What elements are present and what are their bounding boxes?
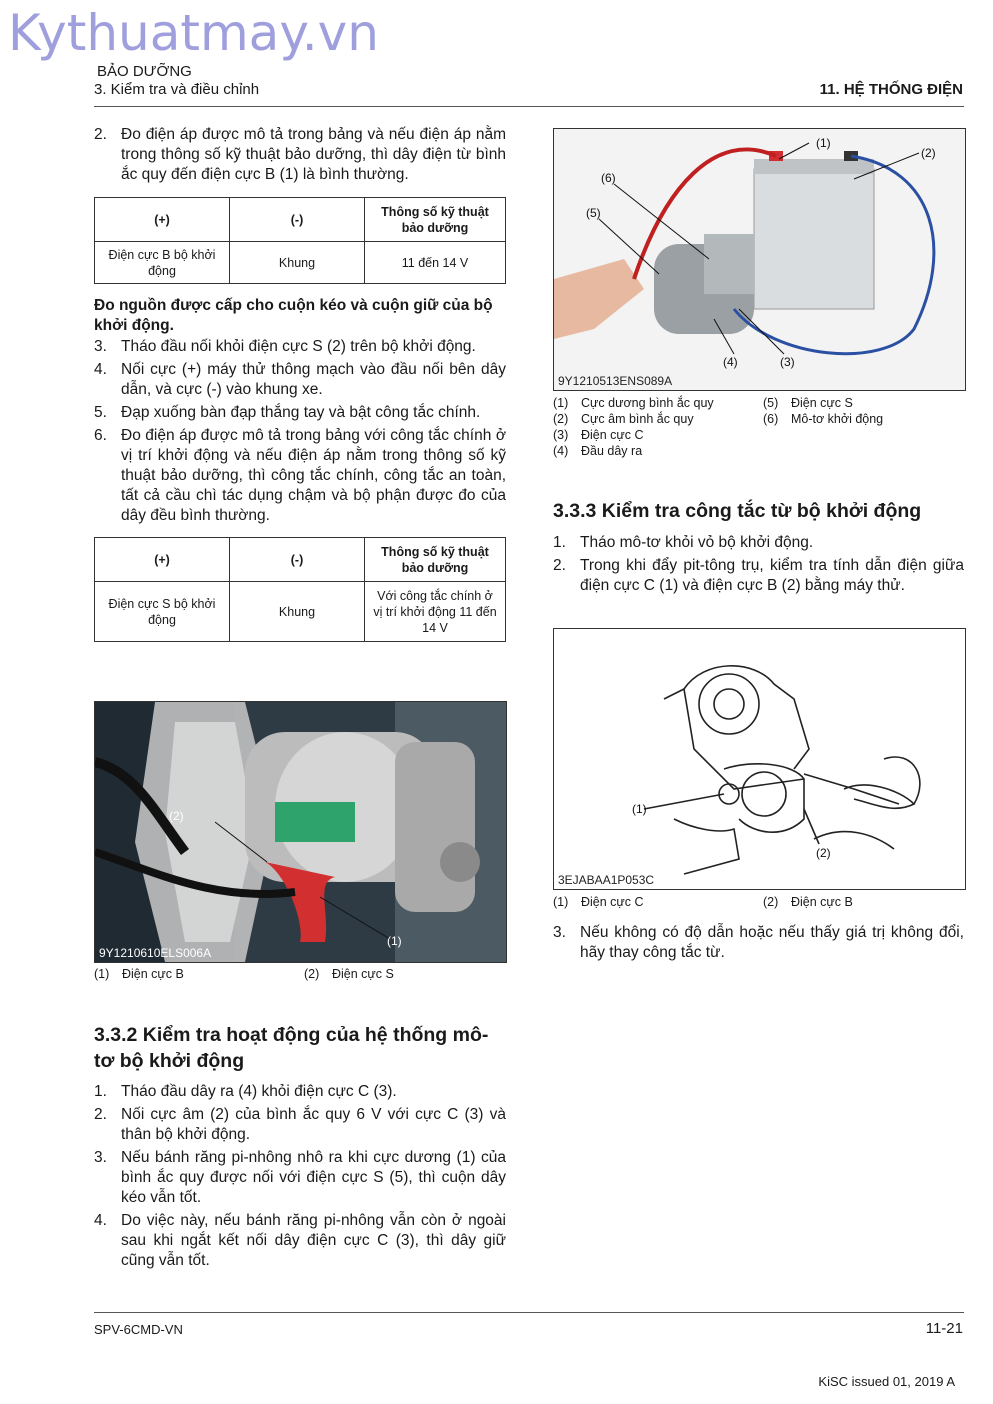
section-heading-333: 3.3.3 Kiểm tra công tắc từ bộ khởi động (553, 500, 922, 522)
caption-number: (2) (553, 412, 569, 426)
caption-number: (1) (553, 895, 569, 909)
step-text: Trong khi đẩy pit-tông trụ, kiểm tra tính dẫn điện giữa điện cực C (1) và điện cực B (2) bằng máy thử. (580, 557, 964, 594)
callout-2: (2) (921, 146, 936, 160)
left-column (94, 125, 506, 642)
step-number: 3. (94, 1149, 107, 1166)
step-text: Nếu bánh răng pi-nhông nhô ra khi cực dương (1) của bình ắc quy được nối với điện cực S (5), thì cuộn dây kéo vẫn tốt. (121, 1149, 506, 1206)
step-text: Tháo đầu nối khỏi điện cực S (2) trên bộ khởi động. (121, 338, 476, 355)
caption-item (763, 395, 883, 411)
caption-column-left (553, 395, 763, 459)
step-number: 5. (94, 404, 107, 421)
caption-item (553, 427, 763, 443)
caption-number: (1) (553, 396, 569, 410)
step-3 (553, 923, 964, 963)
table-header: (+) (95, 538, 230, 582)
step-number: 2. (94, 1106, 107, 1123)
step-number: 3. (553, 924, 566, 941)
step-5 (94, 403, 506, 423)
step-number: 4. (94, 361, 107, 378)
step-3 (94, 1148, 506, 1208)
caption-text: Điện cực S (791, 396, 853, 410)
step-1 (94, 1082, 506, 1102)
table-cell: Điện cực B bộ khởi động (95, 242, 230, 284)
photo-starter-bench-test (553, 128, 966, 391)
spec-table-b (94, 197, 506, 284)
step-text: Do việc này, nếu bánh răng pi-nhông vẫn còn ở ngoài sau khi ngắt kết nối dây điện cực C (3), thì dây giữ cũng vẫn tốt. (121, 1212, 506, 1269)
table-header: Thông số kỹ thuật bảo dưỡng (365, 198, 506, 242)
caption-number: (1) (94, 967, 110, 981)
caption-number: (2) (763, 895, 779, 909)
caption-item (763, 411, 883, 427)
step-text: Nối cực (+) máy thử thông mạch vào đầu nối bên dây dẫn, và cực (-) vào khung xe. (121, 361, 506, 398)
callout-2: (2) (816, 846, 831, 860)
step-3 (94, 337, 506, 357)
caption-item (94, 966, 304, 982)
drawing-captions (553, 894, 965, 910)
caption-text: Mô-tơ khởi động (791, 412, 884, 426)
caption-item (553, 894, 763, 910)
caption-item (553, 411, 763, 427)
step-3-right (553, 923, 964, 963)
caption-text: Điện cực B (122, 967, 184, 981)
caption-item (304, 966, 394, 982)
step-4 (94, 1211, 506, 1271)
step-number: 4. (94, 1212, 107, 1229)
step-text: Đạp xuống bàn đạp thắng tay và bật công tắc chính. (121, 404, 481, 421)
table-cell: Khung (230, 242, 365, 284)
step-number: 2. (553, 557, 566, 574)
drawing-magnetic-switch (553, 628, 966, 890)
step-2 (553, 556, 964, 596)
steps-list-c (553, 533, 964, 596)
callout-5: (5) (586, 206, 601, 220)
footer-doc-code: SPV-6CMD-VN (94, 1322, 183, 1337)
step-2 (94, 1105, 506, 1145)
table-header: (+) (95, 198, 230, 242)
step-number: 3. (94, 338, 107, 355)
footer-page-number: 11-21 (925, 1320, 963, 1337)
caption-number: (3) (553, 428, 569, 442)
caption-number: (2) (304, 967, 320, 981)
header-section: BẢO DƯỠNG (97, 63, 192, 80)
steps-list-a (94, 337, 506, 526)
spec-table-s (94, 537, 506, 642)
step-text: Nối cực âm (2) của bình ắc quy 6 V với cực C (3) và thân bộ khởi động. (121, 1106, 506, 1143)
step-text: Đo điện áp được mô tả trong bảng với công tắc chính ở vị trí khởi động và nếu điện áp nằm trong thông số kỹ thuật bảo dưỡng, thì công tắc chính, công tắc an toàn, tất cả cầu chì tác dụng chậm và bộ phận được đo của dây đều bình thường. (121, 427, 506, 524)
starter-engine-illustration (95, 702, 506, 962)
step-2 (94, 125, 506, 185)
photo-id: 9Y1210610ELS006A (99, 946, 212, 960)
caption-text: Điện cực C (581, 428, 644, 442)
caption-item (553, 395, 763, 411)
caption-text: Điện cực B (791, 895, 853, 909)
step-4 (94, 360, 506, 400)
callout-1: (1) (816, 136, 831, 150)
step-text: Đo điện áp được mô tả trong bảng và nếu điện áp nằm trong thông số kỹ thuật bảo dưỡng, thì dây điện từ bình ắc quy đến điện cực B (1) là bình thường. (121, 126, 506, 183)
step-text: Nếu không có độ dẫn hoặc nếu thấy giá trị không đổi, hãy thay công tắc từ. (580, 924, 964, 961)
step-text: Tháo đầu dây ra (4) khỏi điện cực C (3). (121, 1083, 397, 1100)
table-cell: Với công tắc chính ở vị trí khởi động 11 đến 14 V (365, 582, 506, 642)
caption-text: Đầu dây ra (581, 444, 643, 458)
caption-column-right (763, 395, 883, 459)
photo1-captions (94, 966, 506, 982)
callout-1: (1) (632, 802, 647, 816)
caption-text: Cực âm bình ắc quy (581, 412, 694, 426)
footer-issue: KiSC issued 01, 2019 A (818, 1374, 955, 1389)
drawing-id: 3EJABAA1P053C (558, 873, 655, 887)
header-rule (94, 106, 964, 107)
callout-6: (6) (601, 171, 616, 185)
photo2-captions (553, 395, 965, 459)
caption-item (763, 894, 853, 910)
table-cell: Khung (230, 582, 365, 642)
step-text: Tháo mô-tơ khỏi vỏ bộ khởi động. (580, 534, 814, 551)
section-heading-332: 3.3.2 Kiểm tra hoạt động của hệ thống mô-tơ bộ khởi động (94, 1024, 489, 1072)
magnetic-switch-line-drawing (554, 629, 965, 889)
header-chapter: 11. HỆ THỐNG ĐIỆN (819, 81, 963, 98)
table-cell: Điện cực S bộ khởi động (95, 582, 230, 642)
battery-starter-illustration (554, 129, 965, 390)
table-header: (-) (230, 198, 365, 242)
callout-3: (3) (780, 355, 795, 369)
footer-rule (94, 1312, 964, 1313)
callout-2: (2) (169, 809, 184, 823)
watermark-logo: Kythuatmay.vn (8, 4, 379, 62)
step-1 (553, 533, 964, 553)
step-number: 1. (553, 534, 566, 551)
steps-list-b (94, 1082, 506, 1271)
photo-id: 9Y1210513ENS089A (558, 374, 673, 388)
subheading-measure: Đo nguồn được cấp cho cuộn kéo và cuộn giữ của bộ khởi động. (94, 297, 493, 334)
callout-4: (4) (723, 355, 738, 369)
step-6 (94, 426, 506, 526)
header-subsection: 3. Kiểm tra và điều chỉnh (94, 81, 260, 98)
caption-number: (4) (553, 444, 569, 458)
caption-text: Điện cực S (332, 967, 394, 981)
photo-starter-terminals (94, 701, 507, 963)
step-number: 6. (94, 427, 107, 444)
table-cell: 11 đến 14 V (365, 242, 506, 284)
table-header: Thông số kỹ thuật bảo dưỡng (365, 538, 506, 582)
callout-1: (1) (387, 934, 402, 948)
caption-item (553, 443, 763, 459)
caption-number: (6) (763, 412, 779, 426)
step-number: 2. (94, 126, 107, 143)
caption-text: Cực dương bình ắc quy (581, 396, 714, 410)
caption-text: Điện cực C (581, 895, 644, 909)
step-number: 1. (94, 1083, 107, 1100)
table-header: (-) (230, 538, 365, 582)
caption-number: (5) (763, 396, 779, 410)
